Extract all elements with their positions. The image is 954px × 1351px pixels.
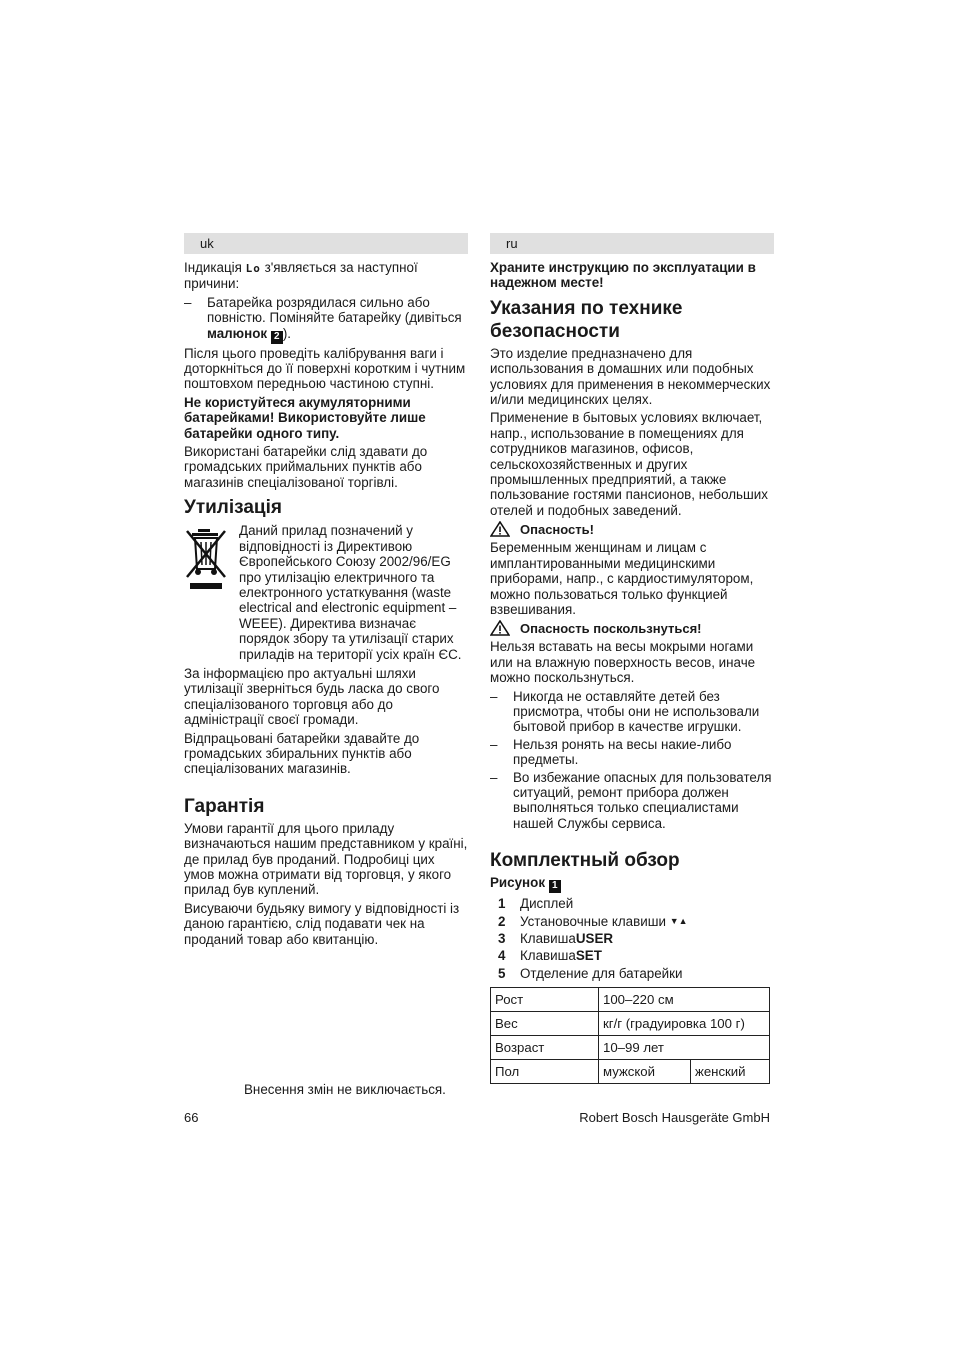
text: Рисунок bbox=[490, 875, 546, 891]
warning-danger bbox=[490, 521, 774, 537]
text: Індикація bbox=[184, 260, 246, 275]
table-cell: мужской bbox=[599, 1060, 691, 1084]
item-number: 4 bbox=[498, 948, 506, 964]
spec-table bbox=[490, 987, 770, 1084]
table-row bbox=[491, 1060, 770, 1084]
paragraph-warranty-terms: Умови гарантії для цього приладу визначаються нашим представником у країні, де прилад був проданий. Подробиці цих умов можна отримати від торговця, у якого прилад був куплений. bbox=[184, 820, 468, 898]
item-number: 2 bbox=[498, 913, 506, 929]
paragraph-battery-disposal: Використані батарейки слід здавати до громадських приймальних пунктів або магазинів спеціалізованої торгівлі. bbox=[184, 444, 428, 490]
footer-company: Robert Bosch Hausgeräte GmbH bbox=[579, 1110, 770, 1125]
item-key: SET bbox=[575, 948, 602, 964]
warning-triangle-icon bbox=[490, 620, 510, 636]
item-text: Клавиша bbox=[520, 931, 576, 946]
paragraph-calibration: Після цього проведіть калібрування ваги і доторкніться до її поверхні коротким і чутним поштовхом передньою частиною ступні. bbox=[184, 345, 466, 392]
table-cell: 100–220 см bbox=[599, 988, 770, 1012]
heading-safety: Указания по технике безопасности bbox=[490, 297, 683, 342]
lang-bar-uk: uk bbox=[184, 233, 468, 254]
paragraph-pregnant: Беременным женщинам и лицам с имплантированными медицинскими приборами, напр., с кардиостимулятором, можно пользоваться только функцией взвешивания. bbox=[490, 540, 754, 617]
warning-label: Опасность поскользнуться! bbox=[520, 620, 702, 636]
changes-note: Внесення змін не виключається. bbox=[244, 1082, 446, 1097]
item-key: USER bbox=[575, 931, 614, 946]
list-item bbox=[490, 966, 774, 981]
item-number: 5 bbox=[498, 965, 506, 981]
item-text: Отделение для батарейки bbox=[520, 965, 683, 981]
table-row bbox=[491, 1012, 770, 1036]
paragraph-household-use: Применение в бытовых условиях включает, напр., использование в помещениях для сотрудников магазинов, офисов, сельскохозяйственных и других промышленных предприятий, а также пользование гостями пансионов, небольших отелей и подобных заведений. bbox=[490, 410, 768, 518]
table-row bbox=[491, 988, 770, 1012]
paragraph-indication bbox=[184, 260, 468, 292]
item-text: Клавиша bbox=[520, 948, 576, 964]
weee-text: Даний прилад позначений у відповідності із Директивою Європейського Союзу 2002/96/EG про утилізацію електричного та електронного устаткування (waste electrical and electronic equipment – WEEE). Директива визначає порядок збору та утилізації старих приладів на території усіх країн ЄС. bbox=[239, 523, 462, 662]
item-text: Дисплей bbox=[520, 896, 574, 912]
warning-label: Опасность! bbox=[520, 521, 594, 537]
paragraph-keep-manual: Храните инструкцию по эксплуатации в надежном месте! bbox=[490, 260, 756, 291]
list-item bbox=[490, 914, 774, 929]
page-number: 66 bbox=[184, 1110, 199, 1125]
item-number: 1 bbox=[498, 896, 506, 912]
table-cell: Рост bbox=[491, 988, 599, 1012]
list-item: – Нельзя ронять на весы накие-либо предметы. bbox=[490, 737, 774, 768]
paragraph-battery-warning: Не користуйтеся акумуляторними батарейками! Використовуйте лише батарейки одного типу. bbox=[184, 394, 426, 441]
table-cell: Вес bbox=[491, 1012, 599, 1036]
crossed-bin-icon bbox=[184, 527, 230, 591]
figure-number-badge: 2 bbox=[271, 331, 283, 344]
parts-list bbox=[490, 896, 774, 981]
paragraph-disposal-info: За інформацією про актуальні шляхи утилізації зверніться будь ласка до свого спеціалізованого торговця або до адміністрації своєї громади. bbox=[184, 665, 440, 728]
lo-display-symbol: Lo bbox=[245, 262, 261, 275]
text: з'являється за наступної причини: bbox=[184, 260, 418, 292]
list-item: – Никогда не оставляйте детей без присмотра, чтобы они не использовали бытовой прибор в качестве игрушки. bbox=[490, 689, 774, 735]
item-number: 3 bbox=[498, 931, 506, 946]
warning-triangle-icon bbox=[490, 521, 510, 537]
paragraph-used-batteries: Відпрацьовані батарейки здавайте до громадських збиральних пунктів або спеціалізованих магазинів. bbox=[184, 730, 420, 777]
item-text: Установочные клавиши bbox=[520, 913, 666, 929]
paragraph-wet-feet: Нельзя вставать на весы мокрыми ногами или на влажную поверхность весов, иначе можно поскользнуться. bbox=[490, 639, 756, 686]
table-row bbox=[491, 1036, 770, 1060]
text: Батарейка розрядилася сильно або повністю. Поміняйте батарейку (дивіться bbox=[207, 294, 462, 326]
heading-disposal: Утилізація bbox=[184, 497, 282, 519]
list-item bbox=[490, 931, 774, 946]
text: ). bbox=[282, 325, 292, 341]
table-cell: кг/г (градуировка 100 г) bbox=[599, 1012, 770, 1036]
heading-warranty: Гарантія bbox=[184, 795, 265, 817]
lang-bar-ru: ru bbox=[490, 233, 774, 254]
column-uk bbox=[184, 233, 468, 950]
figure-number-badge: 1 bbox=[549, 880, 561, 893]
list-item bbox=[490, 896, 774, 911]
table-cell: Возраст bbox=[491, 1036, 599, 1060]
warning-slip bbox=[490, 620, 774, 636]
column-ru bbox=[490, 233, 774, 1084]
table-cell: 10–99 лет bbox=[599, 1036, 770, 1060]
figure-ref: малюнок bbox=[207, 325, 268, 341]
table-cell: Пол bbox=[491, 1060, 599, 1084]
list-item bbox=[184, 295, 468, 344]
paragraph-warranty-claim: Висуваючи будьяку вимогу у відповідності із даною гарантією, слід подавати чек на проданий товар або квитанцію. bbox=[184, 900, 460, 947]
list-item: – Во избежание опасных для пользователя ситуаций, ремонт прибора должен выполняться только специалистами нашей Службы сервиса. bbox=[490, 770, 774, 832]
list-item bbox=[490, 948, 774, 963]
weee-block bbox=[184, 523, 468, 662]
figure-label bbox=[490, 875, 774, 893]
heading-overview: Комплектный обзор bbox=[490, 850, 680, 872]
table-cell: женский bbox=[691, 1060, 770, 1084]
paragraph-intended-use: Это изделие предназначено для использования в домашних или подобных условиях для применения в некоммерческих и/или медицинских целях. bbox=[490, 345, 771, 408]
down-up-arrows-icon: ▼▲ bbox=[669, 915, 688, 926]
